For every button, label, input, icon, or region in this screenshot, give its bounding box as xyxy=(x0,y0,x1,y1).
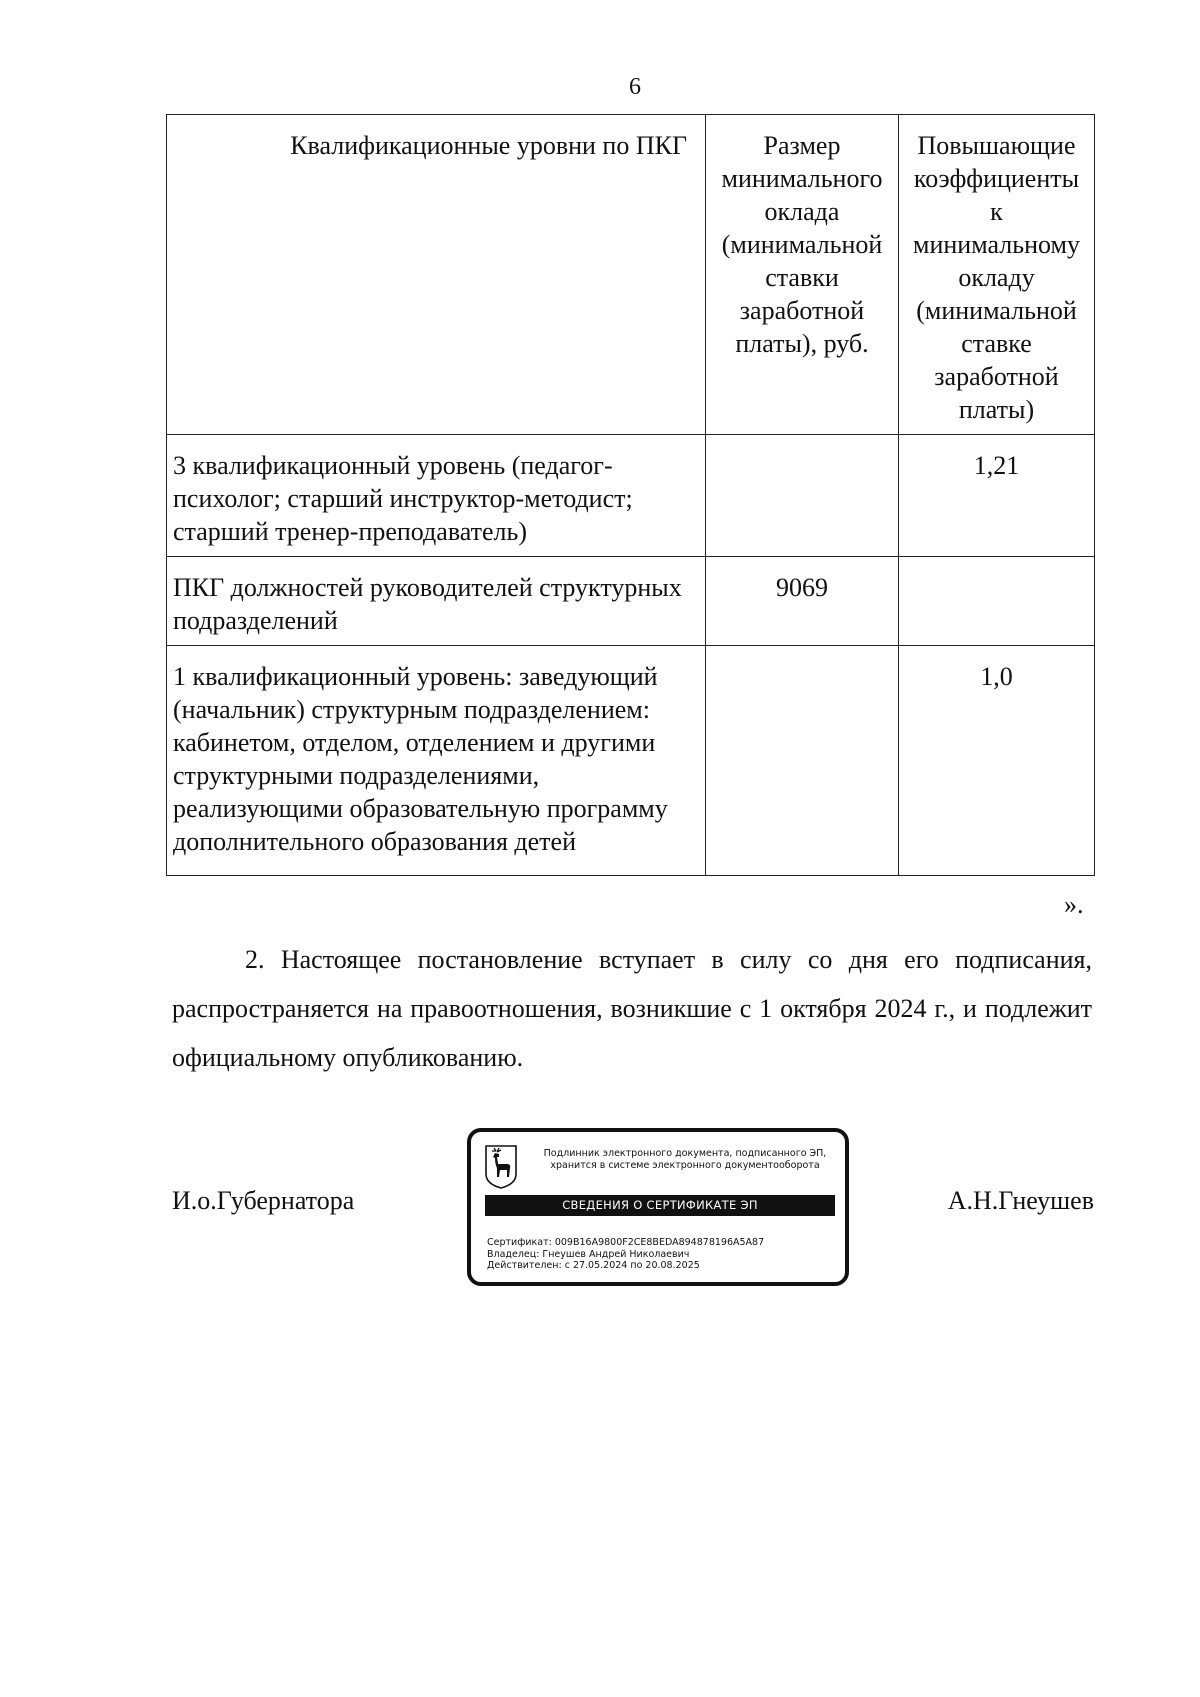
page-number: 6 xyxy=(629,74,641,100)
row-coefficient: 1,21 xyxy=(899,435,1095,557)
stamp-owner: Владелец: Гнеушев Андрей Николаевич xyxy=(487,1248,690,1260)
salary-table xyxy=(166,114,1095,876)
stamp-note-line: хранится в системе электронного документооборота xyxy=(550,1160,820,1171)
stamp-original-note xyxy=(523,1148,847,1172)
header-coefficients: Повышающие коэффициенты к минимальному окладу (минимальной ставке заработной платы) xyxy=(899,115,1095,435)
row-salary: 9069 xyxy=(706,557,899,646)
row-label: 1 квалификационный уровень: заведующий (начальник) структурным подразделением: кабинетом, отделом, отделением и другими структурными подразделениями, реализующими образовательную программу дополнительного образования детей xyxy=(167,646,706,876)
row-coefficient: 1,0 xyxy=(899,646,1095,876)
table-row xyxy=(167,557,1095,646)
stamp-certificate-number: Сертификат: 009B16A9800F2CE8BEDA894878196A5A87 xyxy=(487,1237,765,1248)
stamp-note-line: Подлинник электронного документа, подписанного ЭП, xyxy=(543,1148,827,1159)
closing-quote: ». xyxy=(1064,890,1084,919)
table-row xyxy=(167,646,1095,876)
row-coefficient xyxy=(899,557,1095,646)
electronic-signature-stamp xyxy=(467,1128,849,1286)
paragraph-text: 2. Настоящее постановление вступает в силу со дня его подписания, распространяется на правоотношения, возникшие с 1 октября 2024 г., и подлежит официальному опубликованию. xyxy=(172,945,1092,1072)
header-qualification-levels: Квалификационные уровни по ПКГ xyxy=(167,115,706,435)
row-salary xyxy=(706,435,899,557)
body-paragraph xyxy=(172,935,1092,1082)
deer-coat-of-arms-icon xyxy=(483,1144,519,1190)
stamp-certificate-header: СВЕДЕНИЯ О СЕРТИФИКАТЕ ЭП xyxy=(485,1195,835,1216)
stamp-validity: Действителен: с 27.05.2024 по 20.08.2025 xyxy=(487,1260,700,1271)
stamp-certificate-details xyxy=(487,1237,764,1272)
row-salary xyxy=(706,646,899,876)
table-row xyxy=(167,435,1095,557)
row-label: 3 квалификационный уровень (педагог-психолог; старший инструктор-методист; старший тренер-преподаватель) xyxy=(167,435,706,557)
header-min-salary: Размер минимального оклада (минимальной ставки заработной платы), руб. xyxy=(706,115,899,435)
row-label: ПКГ должностей руководителей структурных подразделений xyxy=(167,557,706,646)
table-header-row xyxy=(167,115,1095,435)
signatory-title: И.о.Губернатора xyxy=(172,1186,355,1215)
signatory-name: А.Н.Гнеушев xyxy=(947,1186,1094,1215)
